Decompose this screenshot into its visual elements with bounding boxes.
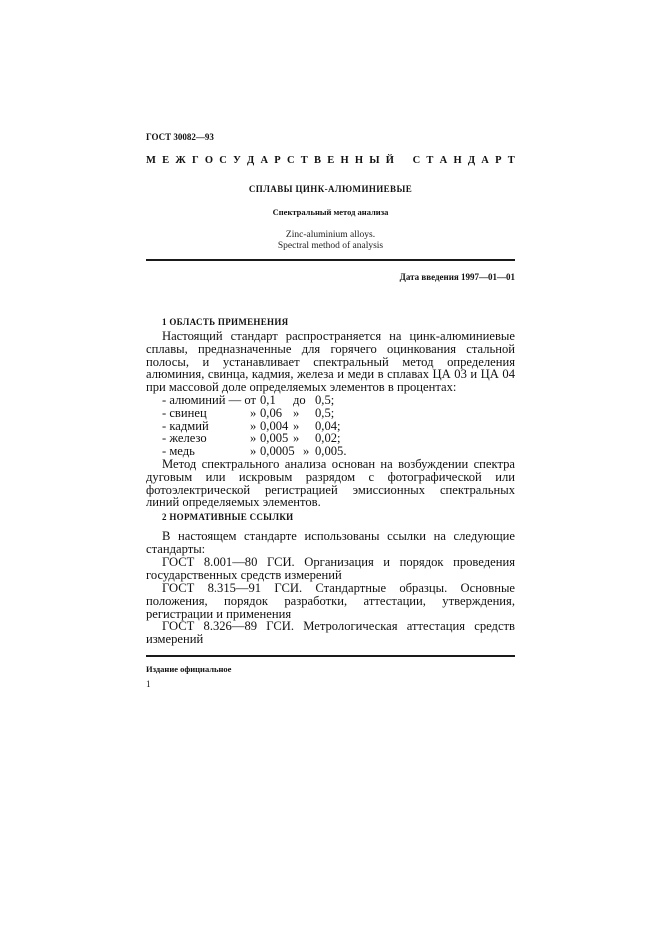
banner-letter: Н — [354, 155, 364, 166]
ditto-mark: » — [293, 418, 300, 433]
banner-letter: С — [219, 155, 227, 166]
introduction-date: Дата введения 1997—01—01 — [399, 272, 515, 282]
ditto-mark: » — [250, 405, 257, 420]
element-name: - свинец — [162, 405, 207, 420]
range-from: 0,0005 — [260, 444, 295, 459]
banner-letter: Н — [340, 155, 349, 166]
banner-letter: Т — [300, 155, 308, 166]
range-to: 0,5; — [315, 393, 335, 407]
banner-letter: Р — [495, 155, 502, 166]
standard-id: ГОСТ 30082—93 — [146, 132, 214, 142]
reference-item: ГОСТ 8.001—80 ГСИ. Организация и порядок проведения государственных средств измерений — [146, 555, 515, 582]
banner-letter: Т — [426, 155, 434, 166]
footer-divider — [146, 655, 515, 657]
range-from: 0,005 — [260, 431, 289, 446]
banner-letter: С — [286, 155, 295, 166]
range-to: 0,5; — [315, 405, 335, 420]
ditto-mark: » — [303, 444, 310, 459]
banner-letter: Д — [467, 155, 476, 166]
ditto-mark — [250, 394, 260, 407]
banner-letter: Н — [453, 155, 462, 166]
banner-letter: Т — [507, 155, 515, 166]
document-title: СПЛАВЫ ЦИНК-АЛЮМИНИЕВЫЕ — [248, 184, 413, 194]
page-number: 1 — [146, 679, 151, 689]
banner-letter: У — [233, 155, 241, 166]
banner-letter: С — [412, 155, 421, 166]
banner-letter: Р — [274, 155, 281, 166]
range-from: 0,06 — [260, 405, 283, 420]
reference-item: ГОСТ 8.315—91 ГСИ. Стандартные образцы. Основные положения, порядок разработки, аттестации, утверждения, регистрации и применения — [146, 581, 515, 621]
english-title-line: Zinc-aluminium alloys. — [285, 230, 376, 240]
banner-letter: Е — [162, 155, 170, 166]
list-item — [162, 407, 365, 420]
ditto-mark: » — [293, 405, 300, 420]
banner-letter: А — [260, 155, 269, 166]
section-heading-scope: 1 ОБЛАСТЬ ПРИМЕНЕНИЯ — [162, 317, 289, 327]
banner-letter: О — [204, 155, 214, 166]
ditto-mark: » — [250, 418, 257, 433]
range-to: 0,04; — [315, 418, 341, 433]
element-name: - кадмий — [162, 418, 209, 433]
interstate-standard-banner — [146, 155, 515, 166]
reference-item: ГОСТ 8.326—89 ГСИ. Метрологическая аттестация средств измерений — [146, 619, 515, 646]
english-title — [146, 230, 515, 252]
range-to-label: до — [293, 393, 306, 407]
banner-letter: А — [439, 155, 448, 166]
document-subtitle: Спектральный метод анализа — [272, 207, 389, 217]
banner-letter: М — [146, 155, 156, 166]
edition-note: Издание официальное — [146, 664, 232, 674]
section-heading-references: 2 НОРМАТИВНЫЕ ССЫЛКИ — [162, 512, 294, 522]
banner-letter: Ы — [369, 155, 380, 166]
ditto-mark: » — [250, 444, 257, 459]
banner-letter: Й — [385, 155, 394, 166]
references-intro: В настоящем стандарте использованы ссылки на следующие стандарты: — [146, 529, 515, 556]
banner-letter: Г — [191, 155, 199, 166]
element-range-list — [162, 394, 365, 458]
header-divider — [146, 259, 515, 261]
banner-letter: Д — [247, 155, 255, 166]
range-from: 0,004 — [260, 418, 289, 433]
banner-letter: А — [481, 155, 489, 166]
ditto-mark: » — [250, 431, 257, 446]
scope-paragraph: Настоящий стандарт распространяется на цинк-алюминиевые сплавы, предназначенные для горячего оцинкования стальной полосы, и устанавливает спектральный метод определения алюминия, свинца, кадмия, железа и меди в сплавах ЦА 03 и ЦА 04 при массовой доле определяемых элементов в процентах: — [146, 329, 515, 395]
banner-letter: Е — [327, 155, 335, 166]
range-to: 0,02; — [315, 431, 341, 446]
banner-letter: В — [313, 155, 321, 166]
banner-letter: Ж — [175, 155, 186, 166]
ditto-mark: » — [293, 431, 300, 446]
list-item — [162, 394, 365, 407]
element-name: - железо — [162, 431, 207, 446]
range-to: 0,005. — [315, 444, 347, 459]
element-name: - медь — [162, 444, 195, 459]
method-paragraph: Метод спектрального анализа основан на возбуждении спектра дуговым или искровым разрядом с фотографической или фотоэлектрической регистрацией эмиссионных спектральных линий определяемых элементов. — [146, 457, 515, 510]
element-name: - алюминий — от — [162, 393, 257, 407]
english-title-line: Spectral method of analysis — [277, 241, 384, 251]
range-from: 0,1 — [260, 393, 276, 407]
